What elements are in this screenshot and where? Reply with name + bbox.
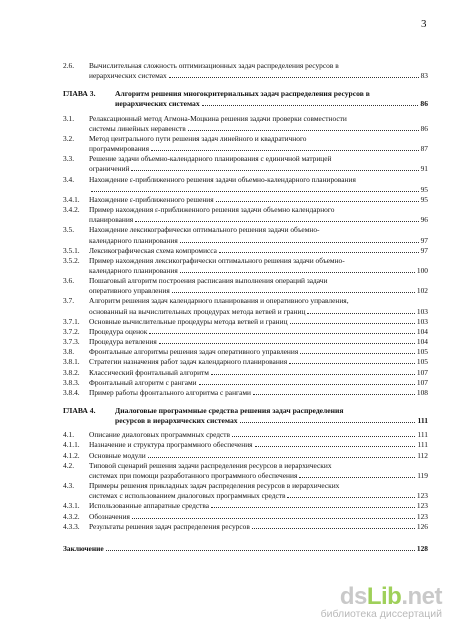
toc-entry bbox=[63, 481, 428, 501]
toc-entry bbox=[63, 317, 428, 327]
toc-entry-number: 4.3.3. bbox=[63, 521, 80, 531]
toc-entry-line: системах при помощи разработанного программного обеспечения bbox=[89, 470, 298, 480]
toc-leader-dots bbox=[219, 252, 419, 253]
toc-entry bbox=[63, 368, 428, 378]
toc-entry-line: программирования bbox=[89, 144, 150, 154]
toc-page-number: 95 bbox=[420, 184, 428, 194]
toc-leader-dots bbox=[290, 323, 415, 324]
toc-page-number: 102 bbox=[416, 286, 428, 296]
toc-entry-title bbox=[89, 481, 428, 501]
toc-entry-title bbox=[89, 154, 428, 174]
toc-entry-lastline bbox=[89, 440, 428, 450]
toc-page-number: 126 bbox=[416, 521, 428, 531]
toc-leader-dots bbox=[148, 457, 415, 458]
toc-entry-number: 3.8.1. bbox=[63, 357, 80, 367]
toc-entry-title bbox=[89, 296, 428, 316]
toc-leader-dots bbox=[202, 105, 419, 106]
toc-entry-line: Примеры решения прикладных задач распределения ресурсов в иерархических bbox=[89, 481, 340, 491]
toc-entry-lastline bbox=[89, 195, 428, 205]
toc-leader-dots bbox=[255, 446, 416, 447]
toc-entry bbox=[63, 256, 428, 276]
toc-entry bbox=[63, 175, 428, 195]
toc-entry-number: 4.1.2. bbox=[63, 450, 80, 460]
toc-entry-number: 3.8.3. bbox=[63, 377, 80, 387]
toc-entry-title bbox=[89, 522, 428, 532]
toc-entry-title bbox=[89, 501, 428, 511]
toc-entry-line: Основные вычислительные процедуры метода ветвей и границ bbox=[89, 316, 288, 326]
toc-leader-dots bbox=[188, 130, 419, 131]
toc-entry-lastline bbox=[63, 544, 428, 554]
toc-entry-line: Алгоритм решения задач календарного планирования и оперативного управления, bbox=[89, 296, 349, 306]
toc-entry-line: Обозначения bbox=[89, 511, 130, 521]
toc-entry-lastline bbox=[89, 501, 428, 511]
toc-entry-title bbox=[89, 430, 428, 440]
toc-entry-title bbox=[89, 378, 428, 388]
toc-entry-number: 3.7. bbox=[63, 296, 75, 306]
toc-page-number: 96 bbox=[420, 215, 428, 225]
toc-entry bbox=[63, 195, 428, 205]
toc-entry-number: 3.4.2. bbox=[63, 205, 80, 215]
toc-leader-dots bbox=[240, 422, 416, 423]
toc-entry-lastline bbox=[115, 416, 428, 426]
toc-entry-number: ГЛАВА 3. bbox=[63, 89, 96, 99]
logo-net: .net bbox=[401, 583, 442, 610]
toc-leader-dots bbox=[172, 292, 415, 293]
toc-page-number: 103 bbox=[416, 316, 428, 326]
toc-entry-line: Процедура оценок bbox=[89, 326, 148, 336]
toc-entry-lastline bbox=[89, 246, 428, 256]
toc-entry-number: 3.8.4. bbox=[63, 387, 80, 397]
toc-entry-number: 4.3.2. bbox=[63, 511, 80, 521]
toc-entry bbox=[63, 205, 428, 225]
toc-leader-dots bbox=[199, 384, 415, 385]
toc-entry-number: 3.5.1. bbox=[63, 245, 80, 255]
toc-entry-line: Фронтальные алгоритмы решения задач оперативного управления bbox=[89, 347, 299, 357]
toc-entry-lastline bbox=[89, 378, 428, 388]
toc-entry-title bbox=[89, 512, 428, 522]
toc-leader-dots bbox=[169, 77, 419, 78]
toc-entry-lastline bbox=[89, 236, 428, 246]
toc-page-number: 123 bbox=[416, 511, 428, 521]
toc-entry bbox=[63, 61, 428, 81]
toc-entry-number: 3.5. bbox=[63, 225, 75, 235]
toc-entry bbox=[63, 337, 428, 347]
toc-entry-line: Процедура ветвления bbox=[89, 337, 157, 347]
toc-entry bbox=[63, 501, 428, 511]
toc-leader-dots bbox=[287, 497, 414, 498]
toc-entry-title bbox=[115, 406, 428, 426]
toc-leader-dots bbox=[159, 343, 415, 344]
toc-entry-number: 3.3. bbox=[63, 154, 75, 164]
toc-leader-dots bbox=[135, 221, 418, 222]
toc-entry bbox=[63, 327, 428, 337]
toc-entry-line: Использованные аппаратные средства bbox=[89, 501, 210, 511]
toc-entry-line: Пример нахождения ε-приближенного решения задачи объемно календарного bbox=[89, 205, 335, 215]
toc-entry-lastline bbox=[89, 347, 428, 357]
toc-leader-dots bbox=[252, 528, 415, 529]
toc-entry-lastline bbox=[89, 185, 428, 195]
toc-entry-title bbox=[89, 134, 428, 154]
toc-page-number: 104 bbox=[416, 337, 428, 347]
toc-entry-title bbox=[89, 347, 428, 357]
toc-page-number: 123 bbox=[416, 491, 428, 501]
toc-entry-lastline bbox=[89, 327, 428, 337]
toc-entry-lastline bbox=[89, 357, 428, 367]
toc-entry-lastline bbox=[89, 430, 428, 440]
toc-entry-number: 3.7.3. bbox=[63, 337, 80, 347]
toc-page-number: 108 bbox=[416, 387, 428, 397]
toc-entry-line: системах с использованием диалоговых программных средств bbox=[89, 491, 286, 501]
toc-entry-line: Нахождение ε-приближенного решения задачи объемно-календарного планирования bbox=[89, 174, 356, 184]
toc-entry-number: 3.5.2. bbox=[63, 255, 80, 265]
toc-entry bbox=[63, 357, 428, 367]
toc-page-number: 95 bbox=[420, 194, 428, 204]
toc-page-number: 83 bbox=[420, 71, 428, 81]
toc-entry-line: иерархических системах bbox=[89, 71, 167, 81]
toc-entry-line: Нахождение ε-приближенного решения bbox=[89, 194, 214, 204]
toc-page-number: 97 bbox=[420, 245, 428, 255]
toc-entry-lastline bbox=[89, 368, 428, 378]
toc-leader-dots bbox=[300, 353, 415, 354]
toc-entry bbox=[63, 347, 428, 357]
toc-page-number: 111 bbox=[417, 440, 428, 450]
toc-page-number: 91 bbox=[420, 164, 428, 174]
toc-entry-number: 4.2. bbox=[63, 460, 75, 470]
toc-entry-line: основанный на вычислительных процедурах метода ветвей и границ bbox=[89, 306, 306, 316]
toc-page-number: 103 bbox=[416, 306, 428, 316]
toc-entry-line: Основные модули bbox=[89, 450, 146, 460]
toc-entry-title bbox=[89, 61, 428, 81]
toc-entry bbox=[63, 451, 428, 461]
toc-entry-lastline bbox=[89, 451, 428, 461]
toc-entry-lastline bbox=[89, 307, 428, 317]
toc-entry-line: оперативного управления bbox=[89, 286, 170, 296]
toc-entry-number: 2.6. bbox=[63, 61, 75, 70]
toc-entry-line: календарного планирования bbox=[89, 265, 178, 275]
toc-entry-number: 3.2. bbox=[63, 133, 75, 143]
toc-leader-dots bbox=[211, 507, 415, 508]
toc-entry-line: планирования bbox=[89, 215, 134, 225]
toc-entry bbox=[63, 154, 428, 174]
toc-entry-title bbox=[115, 89, 428, 109]
toc-entry bbox=[63, 296, 428, 316]
toc-entry-title bbox=[89, 256, 428, 276]
toc-entry-number: 4.1.1. bbox=[63, 440, 80, 450]
toc-leader-dots bbox=[232, 436, 415, 437]
toc-entry-line: ресурсов в иерархических системах bbox=[115, 416, 238, 426]
toc-entry-title bbox=[89, 225, 428, 245]
toc-entry-line: ограничений bbox=[89, 164, 130, 174]
toc-entry-title bbox=[89, 276, 428, 296]
toc-entry-number: 3.4. bbox=[63, 174, 75, 184]
toc-page-number: 107 bbox=[416, 367, 428, 377]
toc-leader-dots bbox=[106, 550, 415, 551]
toc-entry bbox=[63, 276, 428, 296]
toc-leader-dots bbox=[149, 333, 415, 334]
dslib-logo bbox=[321, 583, 442, 620]
toc-entry-title bbox=[89, 388, 428, 398]
toc-entry-lastline bbox=[89, 512, 428, 522]
toc-page-number: 87 bbox=[420, 144, 428, 154]
toc-leader-dots bbox=[132, 518, 415, 519]
toc-entry-number: 3.6. bbox=[63, 276, 75, 286]
toc-page-number: 104 bbox=[416, 326, 428, 336]
page-number: 3 bbox=[421, 18, 427, 30]
toc-entry bbox=[63, 461, 428, 481]
toc-entry-title bbox=[89, 451, 428, 461]
toc-entry-line: Пример работы фронтального алгоритма с рангами bbox=[89, 387, 251, 397]
toc-entry-line: иерархических системах bbox=[115, 99, 200, 109]
toc-leader-dots bbox=[253, 394, 415, 395]
toc-page-number: 128 bbox=[416, 543, 428, 553]
toc-entry-title bbox=[89, 317, 428, 327]
toc-page-number: 86 bbox=[420, 99, 428, 109]
toc-entry-line: Описание диалоговых программных средств bbox=[89, 430, 231, 440]
toc-leader-dots bbox=[216, 201, 419, 202]
toc-entry-lastline bbox=[89, 144, 428, 154]
toc-entry-lastline bbox=[115, 99, 428, 109]
toc-entry-line: Пошаговый алгоритм построения расписания выполнения операций задачи bbox=[89, 276, 328, 286]
toc-entry-line: Типовой сценарий решения задачи распределения ресурсов в иерархических bbox=[89, 460, 332, 470]
toc-entry-number: 3.8.2. bbox=[63, 367, 80, 377]
logo-ds: ds bbox=[339, 583, 367, 610]
toc-entry-line: Лексикографическая схема компромисса bbox=[89, 245, 217, 255]
toc-entry bbox=[63, 114, 428, 134]
toc-entry-title bbox=[89, 461, 428, 481]
toc-page-number: 111 bbox=[417, 430, 428, 440]
toc-entry-lastline bbox=[89, 71, 428, 81]
toc-chapter bbox=[63, 89, 428, 109]
toc-page-number: 105 bbox=[416, 347, 428, 357]
toc-entry-number: 3.8. bbox=[63, 347, 75, 357]
toc-entry-lastline bbox=[89, 388, 428, 398]
toc-entry-lastline bbox=[89, 337, 428, 347]
toc-entry-line: Назначение и структура программного обеспечения bbox=[89, 440, 253, 450]
toc-entry-lastline bbox=[89, 215, 428, 225]
toc-leader-dots bbox=[307, 313, 414, 314]
toc-page-number: 100 bbox=[416, 265, 428, 275]
toc-entry bbox=[63, 430, 428, 440]
toc-entry-number: 3.7.1. bbox=[63, 316, 80, 326]
toc-leader-dots bbox=[180, 272, 415, 273]
toc-entry-line: Результаты решения задач распределения ресурсов bbox=[89, 521, 250, 531]
toc-leader-dots bbox=[151, 150, 419, 151]
toc-leader-dots bbox=[211, 374, 415, 375]
toc-entry-title bbox=[89, 246, 428, 256]
toc-entry bbox=[63, 246, 428, 256]
toc-entry-number: 4.3.1. bbox=[63, 501, 80, 511]
logo-lib: Lib bbox=[366, 583, 402, 610]
toc-entry-title bbox=[89, 114, 428, 134]
toc-entry-number: 4.1. bbox=[63, 430, 75, 440]
toc-page-number: 111 bbox=[417, 416, 428, 426]
toc-entry bbox=[63, 134, 428, 154]
toc-entry-line: Нахождение лексикографически оптимального решения задачи объемно- bbox=[89, 225, 320, 235]
toc-entry-lastline bbox=[89, 491, 428, 501]
toc-page-number: 105 bbox=[416, 357, 428, 367]
toc-entry-number: 3.4.1. bbox=[63, 194, 80, 204]
toc-entry bbox=[63, 388, 428, 398]
toc-entry-line: Алгоритм решения многокритериальных задач распределения ресурсов в bbox=[115, 89, 370, 99]
toc-page-number: 97 bbox=[420, 235, 428, 245]
toc-entry bbox=[63, 225, 428, 245]
toc-entry-title bbox=[89, 195, 428, 205]
toc-leader-dots bbox=[289, 363, 415, 364]
toc-entry-lastline bbox=[89, 164, 428, 174]
toc-entry-title bbox=[89, 327, 428, 337]
toc-entry-line: Метод центрального пути решения задач линейного и квадратичного bbox=[89, 133, 307, 143]
toc-entry-title bbox=[89, 357, 428, 367]
toc-entry-lastline bbox=[89, 286, 428, 296]
toc-entry-line: календарного планирования bbox=[89, 235, 178, 245]
toc-conclusion bbox=[63, 544, 428, 554]
toc-entry-line: Решение задачи объемно-календарного планирования с единичной матрицей bbox=[89, 154, 332, 164]
toc-entry-number: 3.7.2. bbox=[63, 326, 80, 336]
toc-entry-title bbox=[89, 175, 428, 195]
toc-entry-title bbox=[89, 205, 428, 225]
toc-entry-line: Классический фронтальный алгоритм bbox=[89, 367, 209, 377]
toc-entry-line: Пример нахождения лексикографически оптимального решения задачи объемно- bbox=[89, 255, 345, 265]
logo-brand bbox=[321, 583, 442, 611]
logo-subtitle: библиотека диссертаций bbox=[320, 608, 442, 620]
toc-entry-line: Стратегии назначения работ задач календарного планирования bbox=[89, 357, 288, 367]
toc-entry-number: 3.1. bbox=[63, 113, 75, 123]
toc-entry-number: 4.3. bbox=[63, 481, 75, 491]
toc-entry-line: Диалоговые программные средства решения задач распределения bbox=[115, 406, 344, 415]
toc-entry-line: Релаксационный метод Агмона-Моцкина решения задачи проверки совместности bbox=[89, 113, 347, 123]
toc-entry-line: Вычислительная сложность оптимизационных задач распределения ресурсов в bbox=[89, 61, 339, 70]
toc-entry-line: системы линейных неравенств bbox=[89, 123, 186, 133]
table-of-contents bbox=[63, 61, 428, 554]
toc-entry-title bbox=[89, 440, 428, 450]
toc-page-number: 119 bbox=[417, 470, 428, 480]
toc-entry-title bbox=[89, 337, 428, 347]
toc-leader-dots bbox=[180, 242, 419, 243]
toc-page-number: 112 bbox=[417, 450, 428, 460]
toc-page-number: 86 bbox=[420, 123, 428, 133]
toc-entry-lastline bbox=[89, 266, 428, 276]
toc-entry bbox=[63, 522, 428, 532]
toc-entry-lastline bbox=[89, 471, 428, 481]
toc-entry-line: Фронтальный алгоритм с рангами bbox=[89, 377, 197, 387]
toc-entry-number: ГЛАВА 4. bbox=[63, 406, 96, 415]
toc-leader-dots bbox=[91, 191, 419, 192]
toc-conclusion-label: Заключение bbox=[63, 543, 104, 553]
toc-entry-lastline bbox=[89, 317, 428, 327]
toc-leader-dots bbox=[131, 170, 418, 171]
toc-entry bbox=[63, 512, 428, 522]
toc-page-number: 123 bbox=[416, 501, 428, 511]
toc-entry-lastline bbox=[89, 522, 428, 532]
toc-leader-dots bbox=[299, 477, 415, 478]
toc-entry bbox=[63, 440, 428, 450]
toc-chapter bbox=[63, 406, 428, 426]
toc-entry-lastline bbox=[89, 124, 428, 134]
toc-entry-title bbox=[89, 368, 428, 378]
toc-page-number: 107 bbox=[416, 377, 428, 387]
toc-entry-title bbox=[63, 544, 428, 554]
toc-entry bbox=[63, 378, 428, 388]
